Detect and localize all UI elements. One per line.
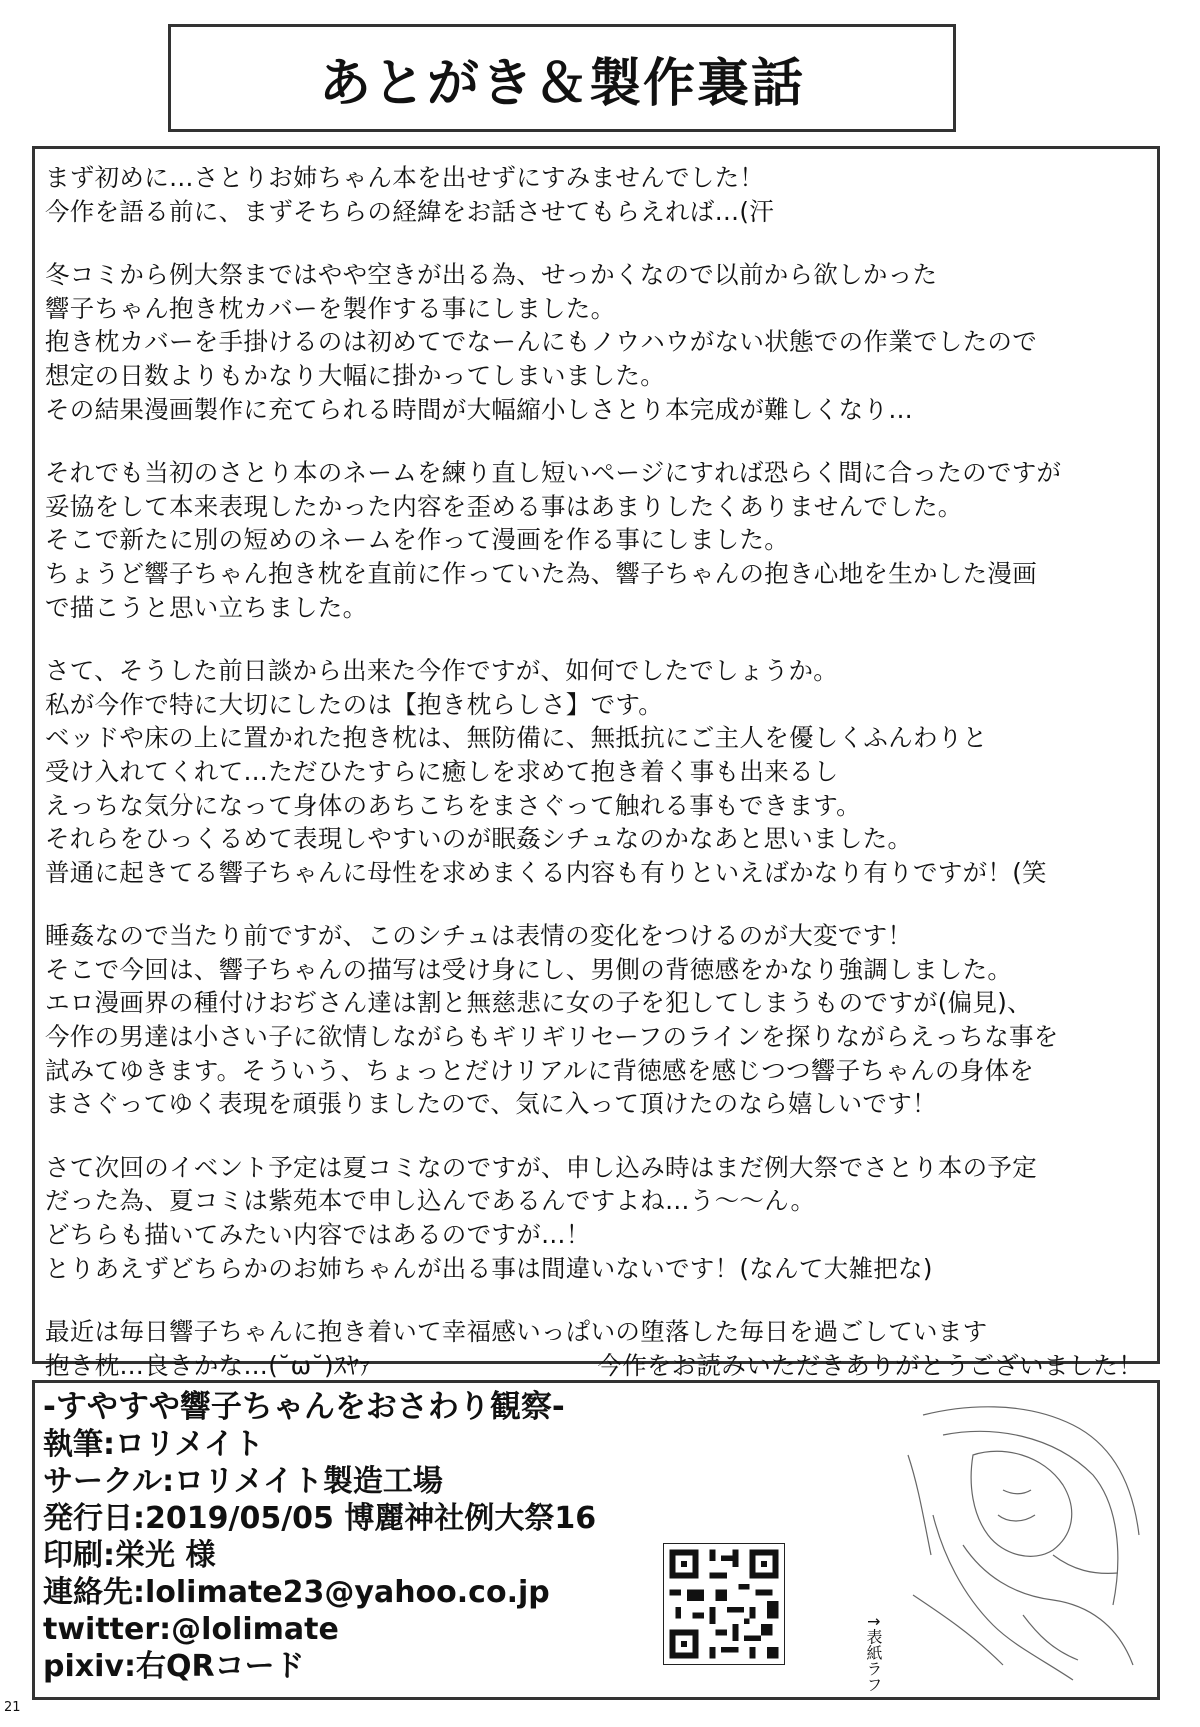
qr-code-icon[interactable] [663,1543,785,1665]
paragraph-closing [45,1315,1143,1382]
author-line: 執筆:ロリメイト [43,1427,264,1462]
afterword-body [32,146,1160,1380]
book-title: -すやすや響子ちゃんをおさわり観察- [43,1389,565,1425]
text-line: さて次回のイベント予定は夏コミなのですが、申し込み時はまだ例大祭でさとり本の予定 [45,1152,1037,1182]
text-line: エロ漫画界の種付けおぢさん達は割と無慈悲に女の子を犯してしまうものですが(偏見)、 [45,988,1032,1018]
colophon-list [43,1389,596,1685]
text-line: まさぐってゆく表現を頑張りましたので、気に入って頂けたのなら嬉しいです！ [45,1089,937,1119]
text-line: ベッドや床の上に置かれた抱き枕は、無防備に、無抵抗にご主人を優しくふんわりと [45,723,988,753]
page-title: あとがき＆製作裏話 [318,53,805,114]
text-line: 受け入れてくれて…ただひたすらに癒しを求めて抱き着く事も出来るし [45,756,839,786]
pixiv-line: pixiv:右QRコード [43,1649,305,1684]
text-line: まず初めに…さとりお姉ちゃん本を出せずにすみませんでした！ [45,163,765,192]
text-line: 想定の日数よりもかなり大幅に掛かってしまいました。 [45,360,665,390]
cover-sketch-illustration [903,1395,1149,1691]
text-line: 普通に起きてる響子ちゃんに母性を求めまくる内容も有りといえばかなり有りですが！(笑 [45,857,1047,887]
closing-left: 抱き枕…良きかな…(˘ω˘)ｽﾔｧ [45,1350,372,1380]
text-line: それでも当初のさとり本のネームを練り直し短いページにすれば恐らく間に合ったのですが [45,458,1062,488]
text-line: 響子ちゃん抱き枕カバーを製作する事にしました。 [45,293,616,323]
text-line: 睡姦なので当たり前ですが、このシチュは表情の変化をつけるのが大変です！ [45,921,913,951]
paragraph-2 [45,258,1143,426]
text-line-split [45,1349,1143,1383]
title-box [168,24,956,132]
text-line: その結果漫画製作に充てられる時間が大幅縮小しさとり本完成が難しくなり… [45,394,913,424]
contact-line: 連絡先:lolimate23@yahoo.co.jp [43,1575,550,1610]
paragraph-4 [45,654,1143,889]
text-line: 試みてゆきます。そういう、ちょっとだけリアルに背徳感を感じつつ響子ちゃんの身体を [45,1055,1035,1085]
paragraph-3 [45,456,1143,624]
text-line: さて、そうした前日談から出来た今作ですが、如何でしたでしょうか。 [45,656,839,686]
text-line: そこで新たに別の短めのネームを作って漫画を作る事にしました。 [45,525,789,555]
text-line: 妥協をして本来表現したかった内容を歪める事はあまりしたくありませんでした。 [45,491,963,521]
text-line: 今作の男達は小さい子に欲情しながらもギリギリセーフのラインを探りながらえっちな事を [45,1022,1059,1052]
text-line: だった為、夏コミは紫苑本で申し込んであるんですよね…う～～ん。 [45,1186,816,1216]
text-line: で描こうと思い立ちました。 [45,592,368,622]
paragraph-5 [45,919,1143,1121]
page-number: 21 [4,1700,21,1715]
text-line: 冬コミから例大祭まではやや空きが出る為、せっかくなので以前から欲しかった [45,260,938,290]
text-line: そこで今回は、響子ちゃんの描写は受け身にし、男側の背徳感をかなり強調しました。 [45,954,1013,984]
closing-right: 今作をお読みいただきありがとうございました！ [597,1350,1143,1380]
text-line: 抱き枕カバーを手掛けるのは初めてでなーんにもノウハウがない状態での作業でしたので [45,327,1037,357]
text-line: とりあえずどちらかのお姉ちゃんが出る事は間違いないです！(なんて大雑把な) [45,1253,933,1283]
text-line: 最近は毎日響子ちゃんに抱き着いて幸福感いっぱいの堕落した毎日を過ごしています [45,1317,988,1347]
twitter-line: twitter:@lolimate [43,1612,339,1647]
paragraph-1 [45,161,1143,228]
circle-line: サークル:ロリメイト製造工場 [43,1464,443,1499]
text-line: 私が今作で特に大切にしたのは【抱き枕らしさ】です。 [45,689,664,719]
text-line: ちょうど響子ちゃん抱き枕を直前に作っていた為、響子ちゃんの抱き心地を生かした漫画 [45,558,1037,588]
sketch-caption: ↑表紙ラフ [864,1615,883,1693]
date-line: 発行日:2019/05/05 博麗神社例大祭16 [43,1501,597,1536]
text-line: それらをひっくるめて表現しやすいのが眠姦シチュなのかなあと思いました。 [45,824,913,854]
paragraph-6 [45,1151,1143,1285]
text-line: 今作を語る前に、まずそちらの経緯をお話させてもらえれば…(汗 [45,196,775,226]
printer-line: 印刷:栄光 様 [43,1538,216,1573]
colophon-box [32,1380,1160,1700]
text-line: えっちな気分になって身体のあちこちをまさぐって触れる事もできます。 [45,790,861,820]
text-line: どちらも描いてみたい内容ではあるのですが…！ [45,1220,591,1250]
